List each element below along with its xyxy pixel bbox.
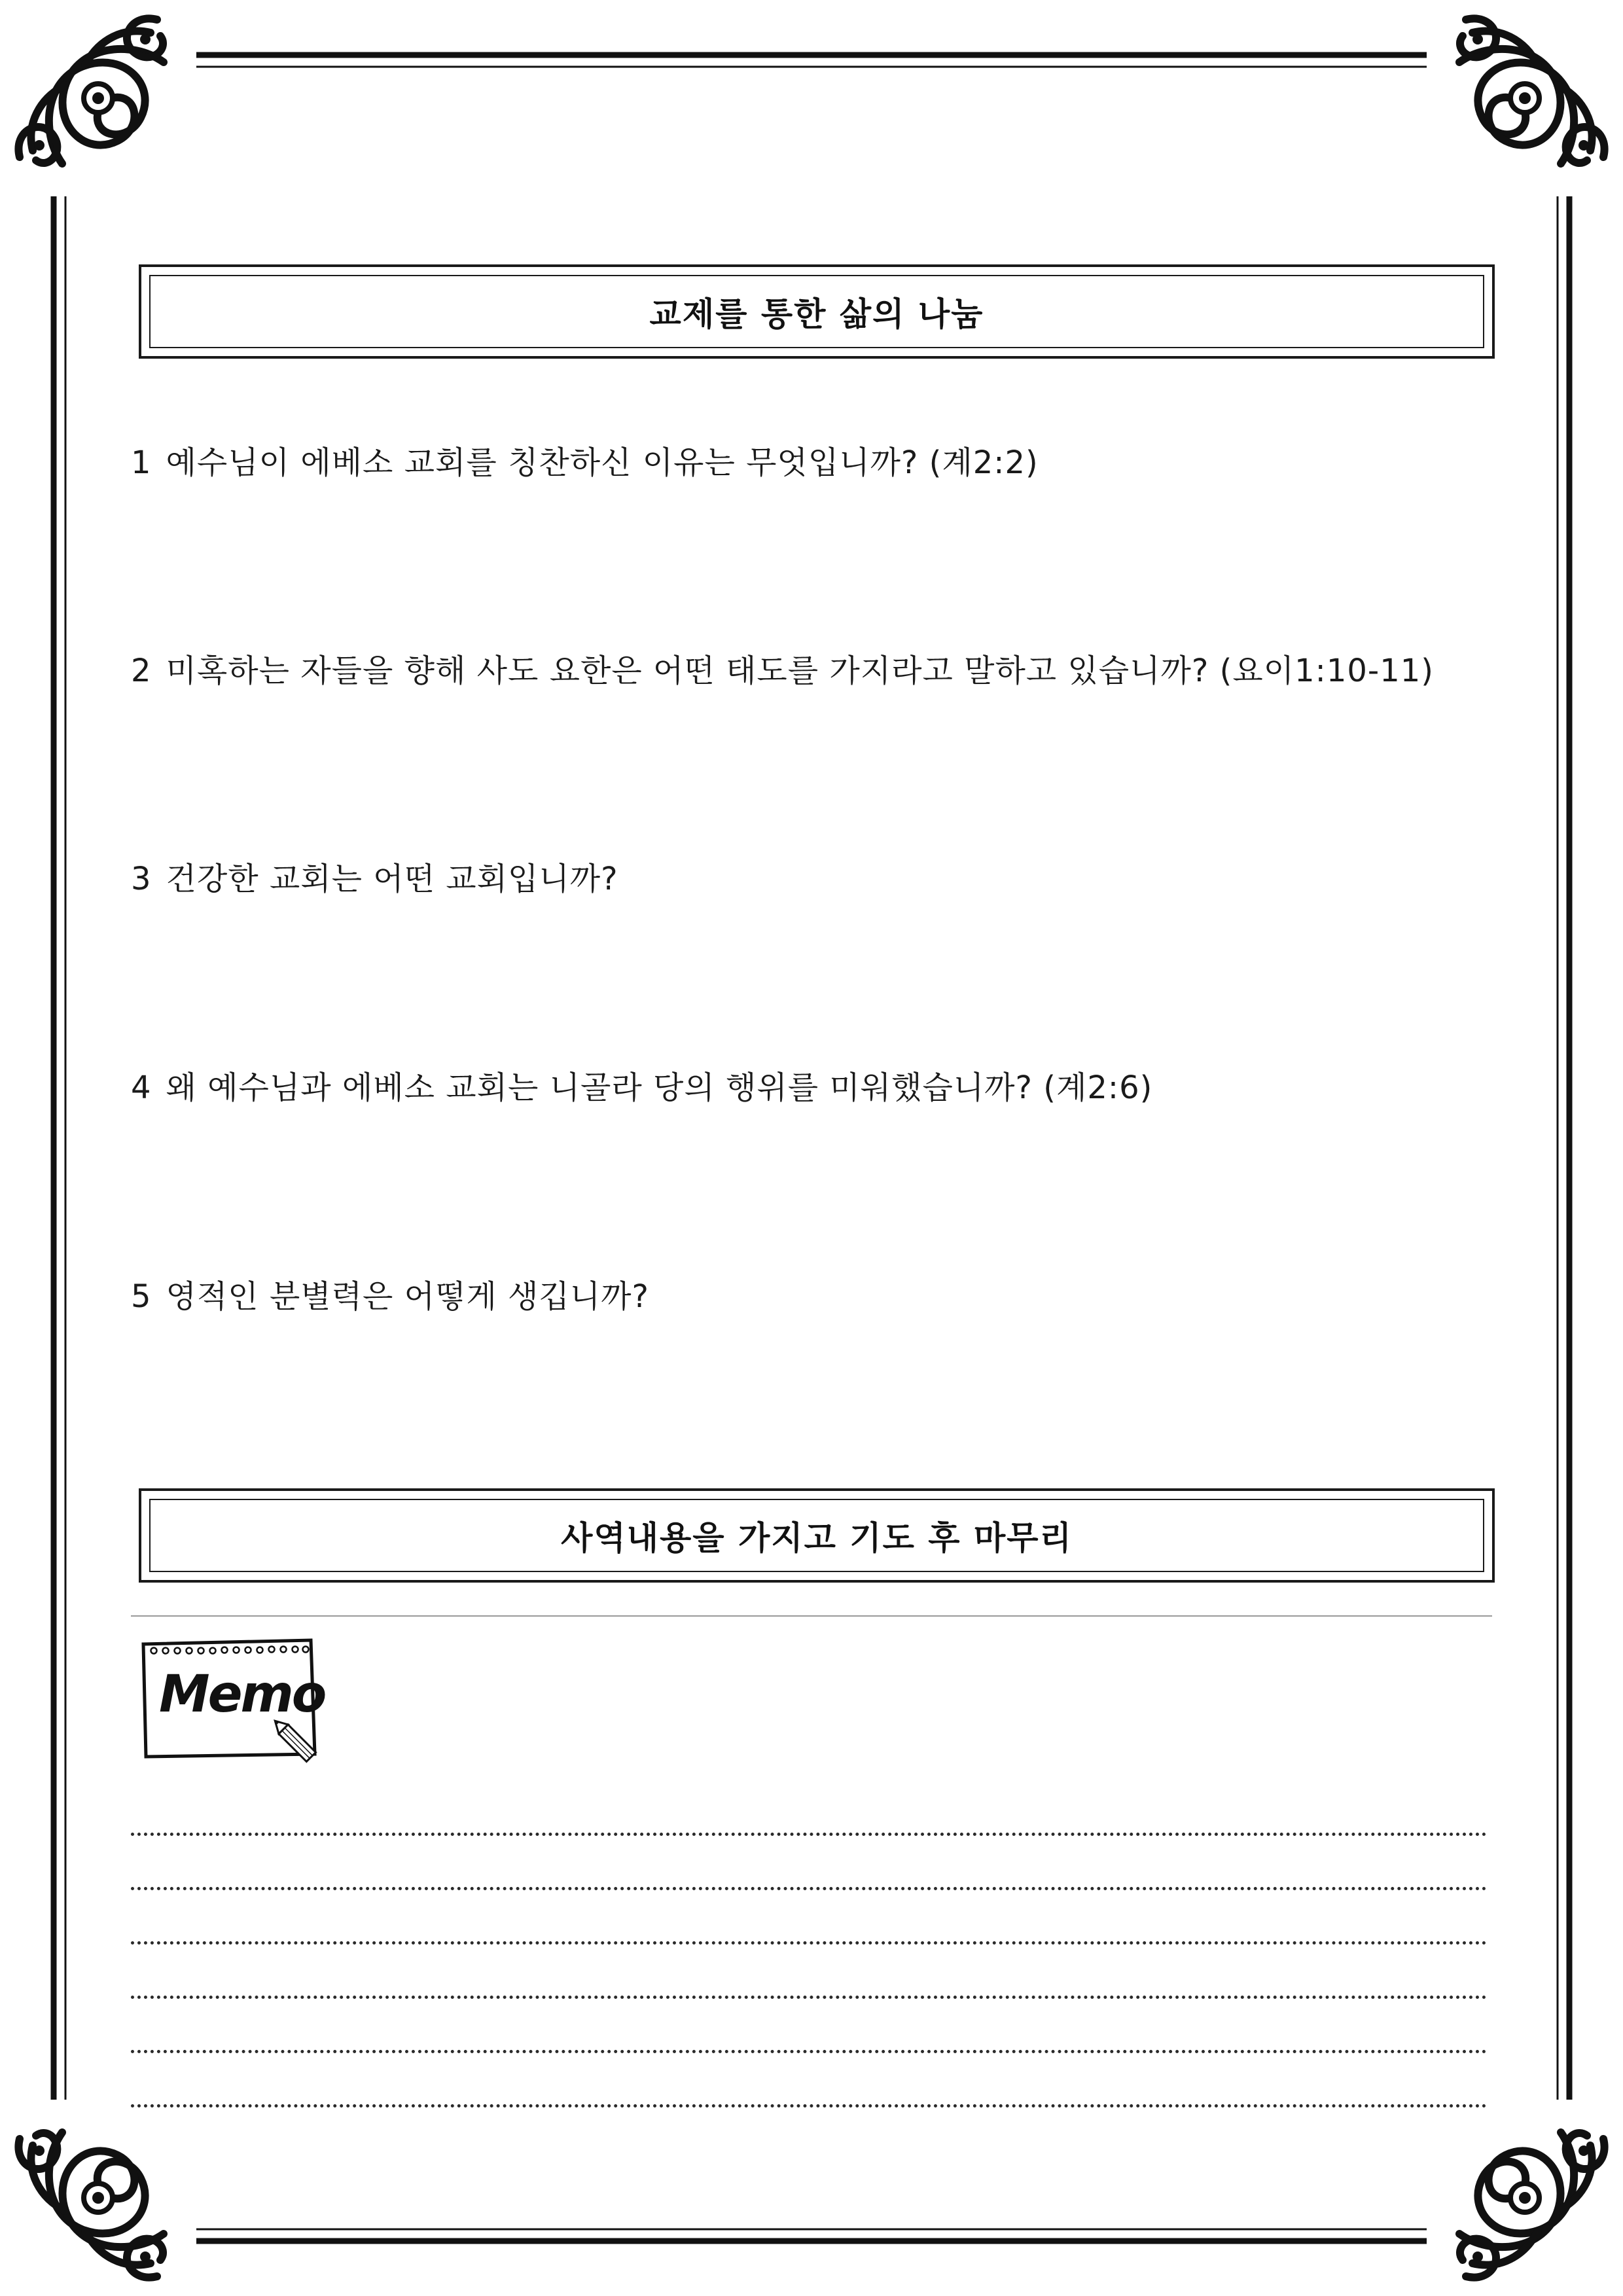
question-number: 2 (131, 653, 152, 689)
question-text: 미혹하는 자들을 향해 사도 요한은 어떤 태도를 가지라고 말하고 있습니까? (요이1:10-11) (166, 653, 1435, 689)
question-1 (131, 437, 1039, 482)
closing-section-header-inner (149, 1499, 1484, 1572)
sharing-section-header (139, 264, 1495, 359)
question-text: 왜 예수님과 에베소 교회는 니골라 당의 행위를 미워했습니까? (계2:6) (166, 1069, 1153, 1106)
corner-ornament-bottom-right-icon (1427, 2100, 1623, 2296)
question-text: 영적인 분별력은 어떻게 생깁니까? (166, 1278, 649, 1315)
question-number: 4 (131, 1069, 152, 1106)
memo-writing-line (131, 1996, 1487, 1999)
question-2 (131, 645, 1434, 691)
closing-section-header (139, 1488, 1495, 1583)
question-text: 예수님이 에베소 교회를 칭찬하신 이유는 무엇입니까? (계2:2) (166, 444, 1039, 481)
memo-writing-line (131, 1887, 1487, 1890)
memo-writing-line (131, 2104, 1487, 2108)
memo-note (134, 1631, 330, 1782)
memo-writing-line (131, 2050, 1487, 2053)
question-5 (131, 1271, 649, 1316)
sharing-section-header-inner (149, 275, 1484, 348)
closing-section-title: 사역내용을 가지고 기도 후 마무리 (561, 1519, 1073, 1557)
memo-writing-line (131, 1833, 1487, 1836)
memo-writing-line (131, 1941, 1487, 1945)
question-number: 3 (131, 861, 152, 897)
corner-ornament-bottom-left-icon (0, 2100, 196, 2296)
question-text: 건강한 교회는 어떤 교회입니까? (166, 861, 618, 897)
memo-label: Memo (159, 1665, 325, 1724)
corner-ornament-top-right-icon (1427, 0, 1623, 196)
question-4 (131, 1062, 1152, 1107)
question-3 (131, 853, 618, 899)
question-number: 5 (131, 1278, 152, 1315)
corner-ornament-top-left-icon (0, 0, 196, 196)
memo-divider (131, 1615, 1492, 1617)
sharing-section-title: 교제를 통한 삶의 나눔 (649, 295, 984, 333)
question-number: 1 (131, 444, 152, 481)
